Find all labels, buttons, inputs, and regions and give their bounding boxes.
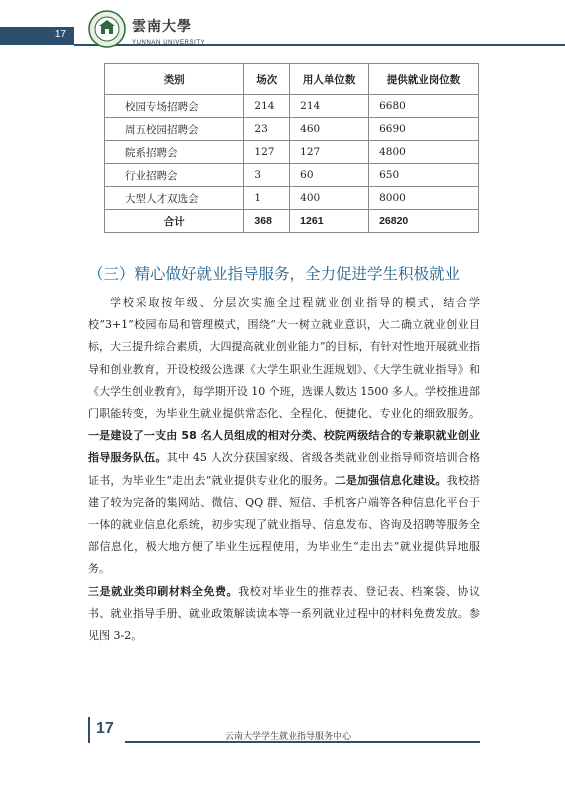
table-row — [105, 164, 479, 187]
table-cell: 8000 — [369, 187, 479, 210]
column-header: 类别 — [105, 64, 244, 95]
table-cell: 4800 — [369, 141, 479, 164]
table-cell: 127 — [290, 141, 369, 164]
table-cell: 368 — [244, 210, 290, 233]
section-body — [88, 292, 480, 647]
table-total-row — [105, 210, 479, 233]
table-cell: 6690 — [369, 118, 479, 141]
university-emblem-icon — [88, 10, 126, 48]
table-cell: 大型人才双选会 — [105, 187, 244, 210]
table-cell: 400 — [290, 187, 369, 210]
table-cell: 1 — [244, 187, 290, 210]
table-cell: 60 — [290, 164, 369, 187]
table-cell: 行业招聘会 — [105, 164, 244, 187]
table-cell: 214 — [244, 95, 290, 118]
bold-statement: 二是加强信息化建设。 — [334, 473, 447, 487]
column-header: 提供就业岗位数 — [369, 64, 479, 95]
body-text: 我校对毕业生的推荐表、登记表、档案袋、协议书、就业指导手册、就业政策解读读本等一系列就业过程中的材料免费发放。参见图 3-2。 — [88, 584, 481, 643]
table-cell: 周五校园招聘会 — [105, 118, 244, 141]
table-cell: 校园专场招聘会 — [105, 95, 244, 118]
body-paragraph — [88, 292, 480, 581]
footer-caption: 云南大学学生就业指导服务中心 — [225, 732, 352, 742]
bold-statement: 一是建设了一支由 58 名人员组成的相对分类、校院两级结合的专兼职就业创业指导服务队伍。 — [88, 429, 480, 465]
table-cell: 214 — [290, 95, 369, 118]
recruitment-stats-table — [104, 63, 479, 233]
table-cell: 23 — [244, 118, 290, 141]
table-row — [105, 95, 479, 118]
table-cell: 院系招聘会 — [105, 141, 244, 164]
footer-page-number: 17 — [96, 720, 114, 737]
university-name-en: YUNNAN UNIVERSITY — [132, 40, 206, 46]
university-logo — [132, 16, 205, 46]
table-cell: 合计 — [105, 210, 244, 233]
header-band — [0, 27, 74, 45]
table-row — [105, 141, 479, 164]
table-cell: 1261 — [290, 210, 369, 233]
table-cell: 650 — [369, 164, 479, 187]
table-row — [105, 118, 479, 141]
university-name-cn: 雲南大學 — [132, 19, 192, 35]
table-cell: 3 — [244, 164, 290, 187]
body-text: 其中 45 人次分获国家级、省级各类就业创业指导师资培训合格证书，为毕业生“走出去”就业提供专业化的服务。 — [88, 451, 480, 487]
table-row — [105, 187, 479, 210]
table-cell: 127 — [244, 141, 290, 164]
body-paragraph — [88, 581, 480, 648]
body-text: 我校搭建了较为完备的集网站、微信、QQ 群、短信、手机客户端等各种信息化平台于一体的就业信息化系统，初步实现了就业指导、信息发布、咨询及招聘等服务全部信息化，极大地方便了毕业生远程使用，为毕业生“走出去”就业提供异地服务。 — [88, 473, 481, 576]
table-cell: 460 — [290, 118, 369, 141]
header-page-number: 17 — [54, 29, 66, 40]
bold-statement: 三是就业类印刷材料全免费。 — [88, 584, 239, 598]
table-header-row — [105, 64, 479, 95]
section-heading: （三）精心做好就业指导服务，全力促进学生积极就业 — [88, 265, 461, 283]
table-cell: 26820 — [369, 210, 479, 233]
column-header: 场次 — [244, 64, 290, 95]
body-text: 学校采取按年级、分层次实施全过程就业创业指导的模式，结合学校“3+1”校园布局和管理模式，围绕“大一树立就业意识，大二确立就业创业目标，大三提升综合素质，大四提高就业创业能力”的目标，有针对性地开展就业指导和创业教育，开设校级公选课《大学生职业生涯规划》、《大学生就业指导》和《大学生创业教育》，每学期开设 10 个班，选课人数达 1500 多人。学校推进部门职能转变，为毕业生就业提供常态化、全程化、便捷化、专业化的细致服务。 — [88, 296, 480, 421]
table-cell: 6680 — [369, 95, 479, 118]
footer-divider — [88, 717, 90, 743]
column-header: 用人单位数 — [290, 64, 369, 95]
